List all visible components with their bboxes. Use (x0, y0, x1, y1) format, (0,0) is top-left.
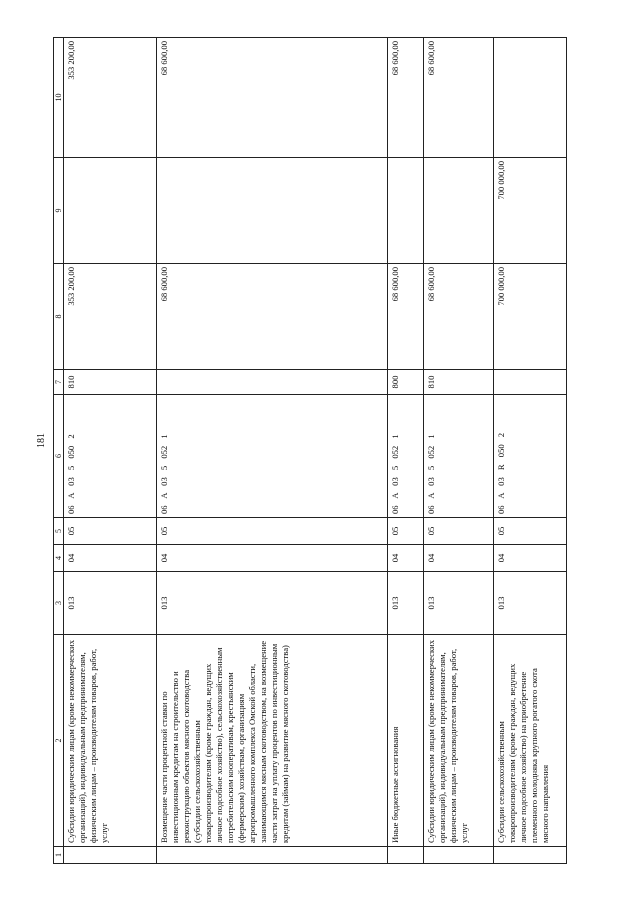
cell-amount-col9 (64, 158, 157, 264)
cell-subsection: 05 (388, 518, 424, 545)
cell-amount-total: 68 600,00 (424, 264, 494, 370)
cell-amount-col10: 353 200,00 (64, 38, 157, 158)
cell-target-code: 06 A 03 5 050 2 (64, 395, 157, 518)
cell-amount-col9 (424, 158, 494, 264)
cell-section: 04 (64, 545, 157, 572)
cell-section: 04 (494, 545, 567, 572)
column-header: 9 (54, 158, 64, 264)
cell-col1 (494, 847, 567, 864)
cell-target-code: 06 A 03 R 050 2 (494, 395, 567, 518)
table-row (424, 38, 494, 864)
cell-amount-total: 700 000,00 (494, 264, 567, 370)
cell-name: Субсидии юридическим лицам (кроме некоммерческих организаций), индивидуальным предпринимателям, физическим лицам – производителям товаров, работ, услуг (64, 635, 157, 847)
cell-col1 (157, 847, 388, 864)
cell-subsection: 05 (157, 518, 388, 545)
cell-section: 04 (388, 545, 424, 572)
cell-expense-type: 810 (424, 370, 494, 395)
cell-section: 04 (157, 545, 388, 572)
table-row (64, 38, 157, 864)
cell-name: Иные бюджетные ассигнования (388, 635, 424, 847)
column-header: 6 (54, 395, 64, 518)
cell-amount-col10: 68 600,00 (424, 38, 494, 158)
cell-target-code: 06 A 03 5 052 1 (388, 395, 424, 518)
cell-name: Субсидии сельскохозяйственным товаропроизводителям (кроме граждан, ведущих личное подсобное хозяйство) на приобретение племенного молодняка крупного рогатого скота мясного направления (494, 635, 567, 847)
cell-admin-code: 013 (157, 572, 388, 635)
cell-expense-type: 800 (388, 370, 424, 395)
cell-amount-col10: 68 600,00 (157, 38, 388, 158)
cell-amount-col9: 700 000,00 (494, 158, 567, 264)
column-header: 8 (54, 264, 64, 370)
cell-expense-type (494, 370, 567, 395)
budget-table (53, 37, 567, 864)
cell-amount-col10 (494, 38, 567, 158)
cell-col1 (64, 847, 157, 864)
cell-amount-total: 68 600,00 (157, 264, 388, 370)
cell-subsection: 05 (494, 518, 567, 545)
table-row (494, 38, 567, 864)
cell-section: 04 (424, 545, 494, 572)
cell-amount-total: 68 600,00 (388, 264, 424, 370)
cell-name: Субсидии юридическим лицам (кроме некоммерческих организаций), индивидуальным предпринимателям, физическим лицам – производителям товаров, работ, услуг (424, 635, 494, 847)
cell-col1 (424, 847, 494, 864)
cell-col1 (388, 847, 424, 864)
column-header: 5 (54, 518, 64, 545)
cell-target-code: 06 A 03 5 052 1 (157, 395, 388, 518)
column-header: 10 (54, 38, 64, 158)
cell-expense-type: 810 (64, 370, 157, 395)
cell-amount-col10: 68 600,00 (388, 38, 424, 158)
cell-admin-code: 013 (64, 572, 157, 635)
column-header: 2 (54, 635, 64, 847)
cell-admin-code: 013 (494, 572, 567, 635)
cell-subsection: 05 (424, 518, 494, 545)
cell-subsection: 05 (64, 518, 157, 545)
budget-table-wrapper (53, 38, 556, 864)
column-header: 7 (54, 370, 64, 395)
cell-amount-total: 353 200,00 (64, 264, 157, 370)
cell-name: Возмещение части процентной ставки по инвестиционным кредитам на строительство и реконструкцию объектов мясного скотоводства (субсидии сельскохозяйственным товаропроизводителям (кроме граждан, ведущих личное подсобное хозяйство), сельскохозяйственным потребительским кооперативам, крестьянским (фермерским) хозяйствам, организациям агропромышленного комплекса Омской области, занимающимся мясным скотоводством, на возмещение части затрат на уплату процентов по инвестиционным кредитам (займам) на развитие мясного скотоводства) (157, 635, 388, 847)
header-row (54, 38, 64, 864)
cell-target-code: 06 A 03 5 052 1 (424, 395, 494, 518)
column-header: 3 (54, 572, 64, 635)
table-row (157, 38, 388, 864)
cell-admin-code: 013 (424, 572, 494, 635)
cell-expense-type (157, 370, 388, 395)
column-header: 4 (54, 545, 64, 572)
cell-admin-code: 013 (388, 572, 424, 635)
column-header: 1 (54, 847, 64, 864)
cell-amount-col9 (388, 158, 424, 264)
table-row (388, 38, 424, 864)
cell-amount-col9 (157, 158, 388, 264)
page-number: 181 (36, 433, 47, 448)
